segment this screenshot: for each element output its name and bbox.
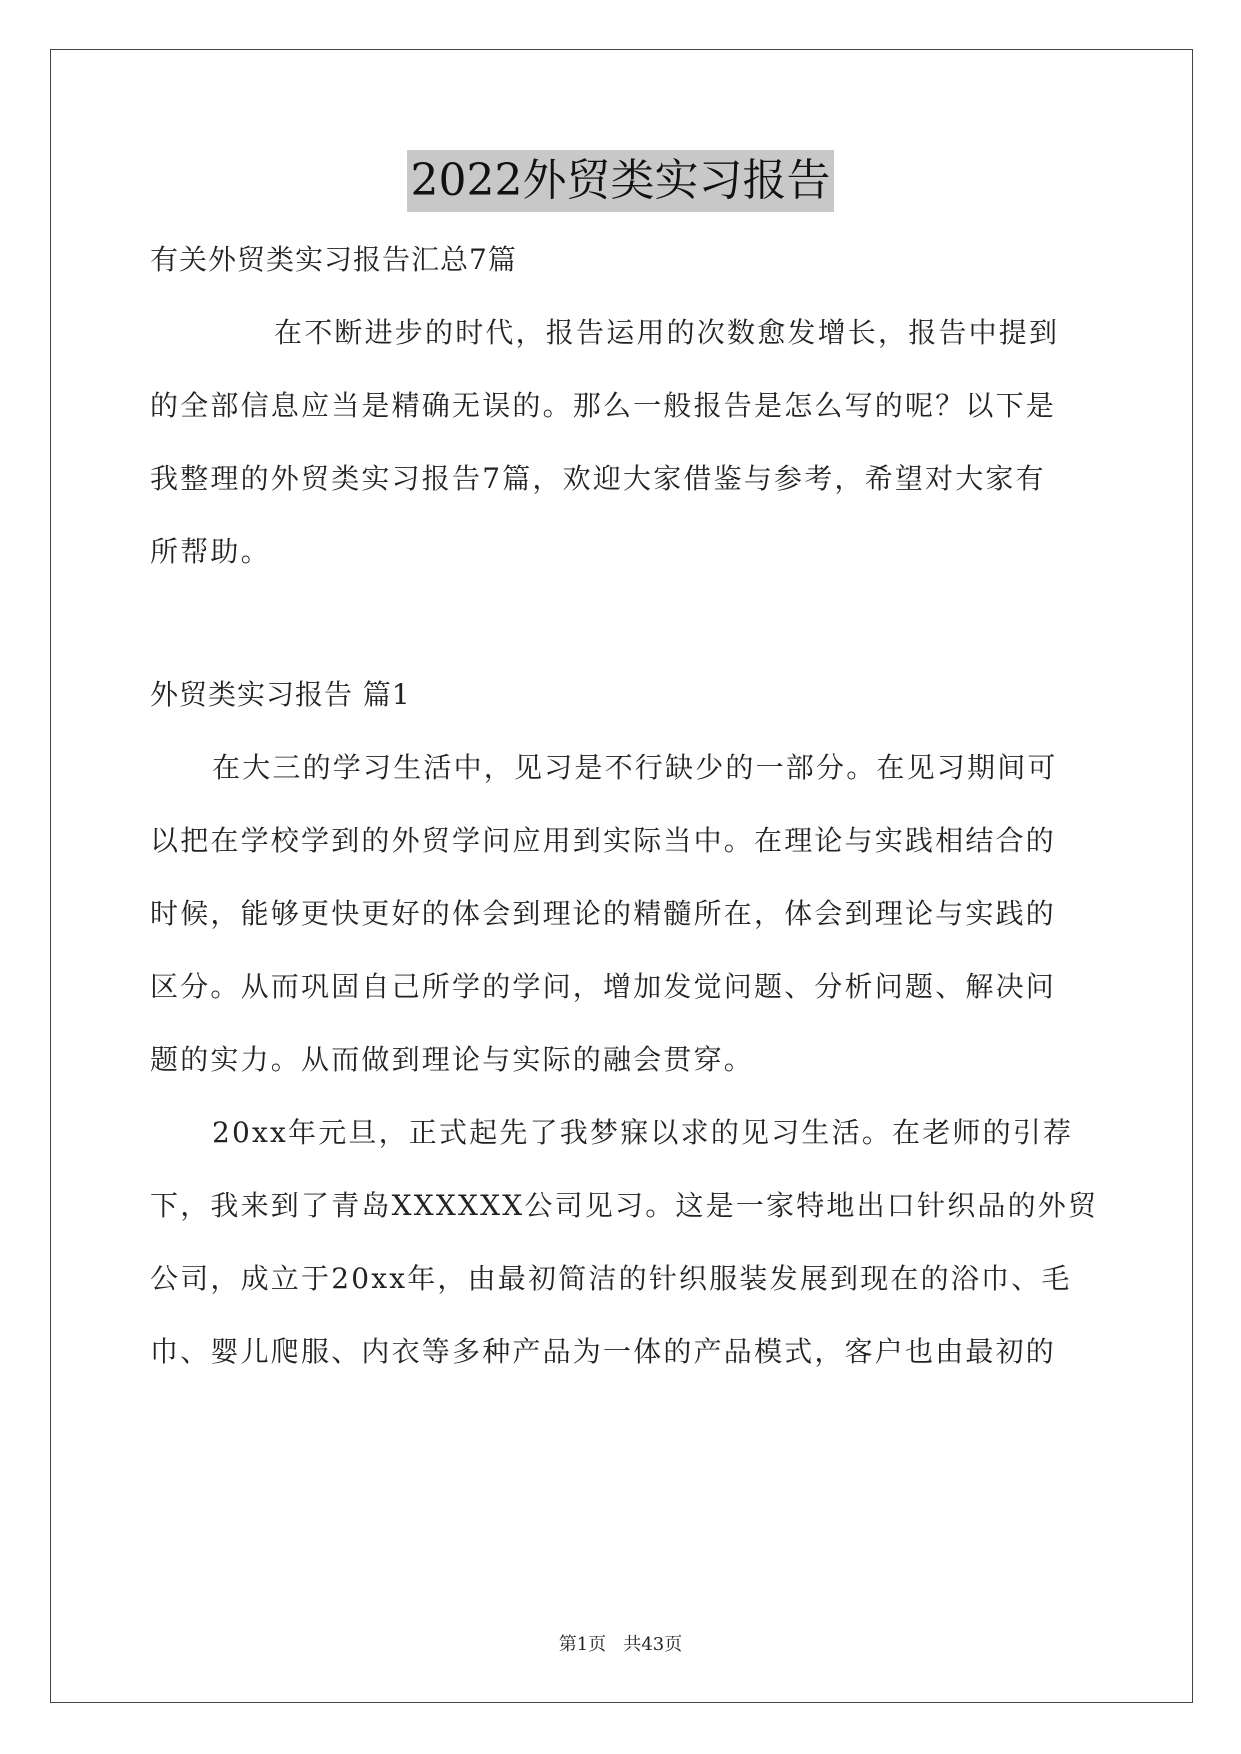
paragraph1-line-5: 题的实力。从而做到理论与实际的融会贯穿。 — [150, 1043, 755, 1076]
document-subtitle: 有关外贸类实习报告汇总7篇 — [150, 243, 517, 276]
intro-line-1: 在不断进步的时代，报告运用的次数愈发增长，报告中提到 — [274, 316, 1060, 349]
paragraph1-line-1: 在大三的学习生活中，见习是不行缺少的一部分。在见习期间可 — [212, 751, 1058, 784]
paragraph2-line-1: 20xx年元旦，正式起先了我梦寐以求的见习生活。在老师的引荐 — [212, 1116, 1074, 1149]
intro-line-3: 我整理的外贸类实习报告7篇，欢迎大家借鉴与参考，希望对大家有 — [150, 462, 1046, 495]
document-title: 2022外贸类实习报告 — [407, 150, 835, 212]
paragraph2-line-4: 巾、婴儿爬服、内衣等多种产品为一体的产品模式，客户也由最初的 — [150, 1335, 1057, 1368]
paragraph1-line-4: 区分。从而巩固自己所学的学问，增加发觉问题、分析问题、解决问 — [150, 970, 1057, 1003]
page-number-footer: 第1页 共43页 — [558, 1634, 683, 1655]
section-heading: 外贸类实习报告 篇1 — [150, 678, 411, 711]
paragraph1-line-3: 时候，能够更快更好的体会到理论的精髓所在，体会到理论与实践的 — [150, 897, 1057, 930]
page-border — [50, 49, 1193, 1703]
intro-line-4: 所帮助。 — [150, 535, 271, 568]
paragraph2-line-2: 下，我来到了青岛XXXXXX公司见习。这是一家特地出口针织品的外贸 — [150, 1189, 1099, 1222]
intro-line-2: 的全部信息应当是精确无误的。那么一般报告是怎么写的呢？以下是 — [150, 389, 1057, 422]
paragraph1-line-2: 以把在学校学到的外贸学问应用到实际当中。在理论与实践相结合的 — [150, 824, 1057, 857]
title-container — [0, 150, 1241, 212]
paragraph2-line-3: 公司，成立于20xx年，由最初简洁的针织服装发展到现在的浴巾、毛 — [150, 1262, 1072, 1295]
